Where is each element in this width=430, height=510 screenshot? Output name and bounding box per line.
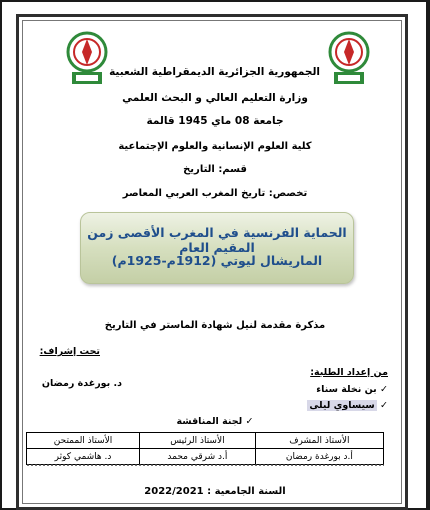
- title-line-1: الحماية الفرنسية في المغرب الأقصى زمن المقيم العام: [87, 225, 347, 255]
- title-banner: [80, 212, 354, 284]
- university-logo-left: [64, 30, 110, 88]
- student-item: [298, 400, 388, 411]
- republic-line: الجمهورية الجزائرية الديمقراطية الشعبية: [109, 66, 320, 78]
- document-page: [2, 2, 426, 508]
- student-item: [298, 384, 388, 395]
- title-line-2: الماريشال ليوتي (1912م-1925م): [111, 253, 323, 268]
- memo-line: مذكرة مقدمة لنيل شهادة الماستر في التاريخ: [104, 320, 326, 331]
- university-line: جامعة 08 ماي 1945 قالمة: [146, 115, 284, 127]
- student-name: بن نخلة سناء: [316, 384, 377, 395]
- table-cell: د. هاشمي كوثر: [27, 449, 140, 465]
- student-name: سيساوي ليلى: [309, 400, 375, 411]
- table-header-cell: الأستاذ المشرف: [255, 433, 383, 449]
- specialty-line: تخصص: تاريخ المغرب العربي المعاصر: [122, 188, 308, 199]
- table-row: [27, 433, 384, 449]
- check-icon: ✓: [380, 384, 388, 395]
- department-line: قسم: التاريخ: [183, 164, 247, 175]
- ministry-line: وزارة التعليم العالي و البحث العلمي: [122, 92, 308, 104]
- committee-table: [26, 432, 384, 465]
- academic-year: السنة الجامعية : 2022/2021: [144, 486, 286, 497]
- university-logo-right: [326, 30, 372, 88]
- students-label: من إعداد الطلبة:: [310, 367, 388, 378]
- table-header-cell: الأستاذ الرئيس: [140, 433, 256, 449]
- faculty-line: كلية العلوم الإنسانية والعلوم الإجتماعية: [118, 141, 312, 152]
- supervisor-name: د. بورغدة رمضان: [41, 378, 122, 389]
- check-icon: ✓: [380, 400, 388, 411]
- committee-label: ✓ لجنة المناقشة: [176, 416, 254, 427]
- table-header-cell: الأستاذ الممتحن: [27, 433, 140, 449]
- dotted-divider: [26, 462, 384, 468]
- table-cell: أ.د شرقي محمد: [140, 449, 256, 465]
- table-cell: أ.د بورغدة رمضان: [255, 449, 383, 465]
- supervision-label: تحت إشراف:: [39, 346, 100, 357]
